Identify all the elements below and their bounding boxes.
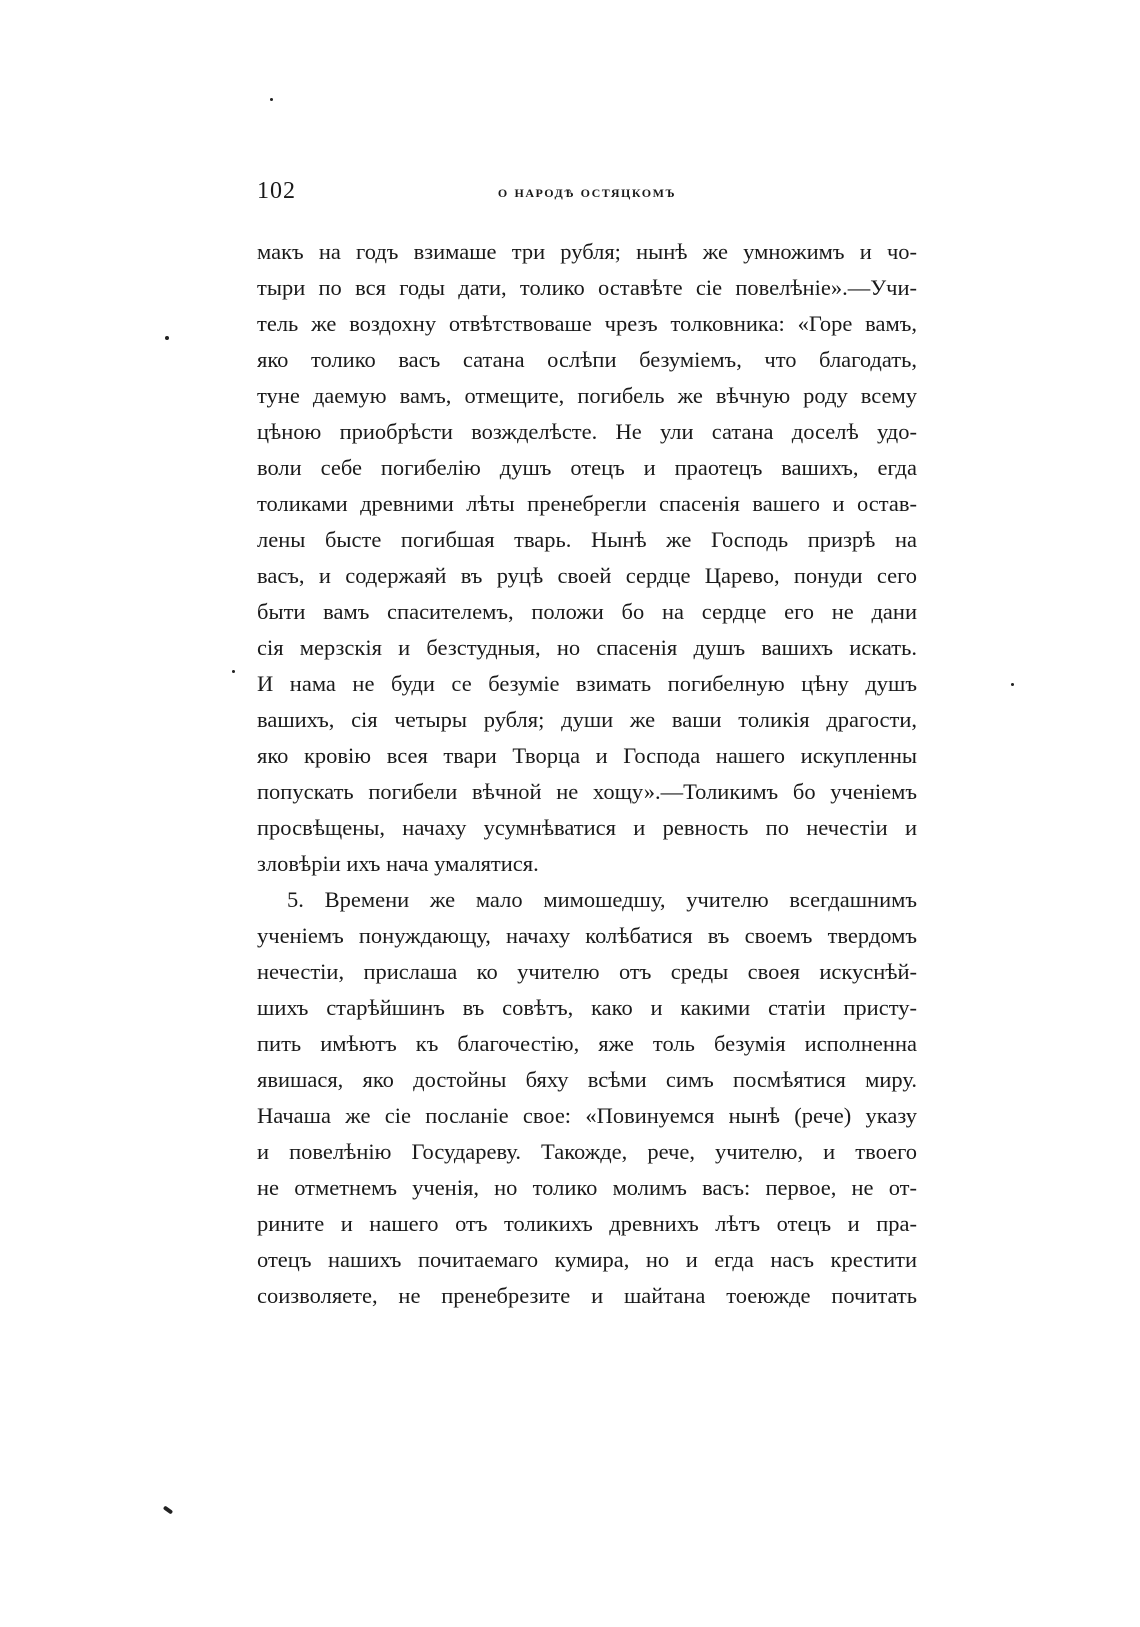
text-line: ученіемъ понуждающу, начаху колѣбатися въ своемъ твердомъ — [257, 923, 917, 948]
page-number: 102 — [257, 178, 296, 204]
text-line: И нама не буди се безуміе взимать погибелную цѣну душъ — [257, 671, 917, 696]
text-line: туне даемую вамъ, отмещите, погибель же вѣчную роду всему — [257, 383, 917, 408]
text-line: тыри по вся годы дати, толико оставѣте сіе повелѣніе».—Учи- — [257, 275, 917, 300]
text-line: тель же воздохну отвѣтствоваше чрезъ толковника: «Горе вамъ, — [257, 311, 917, 336]
text-line: явишася, яко достойны бяху всѣми симъ посмѣятися миру. — [257, 1067, 917, 1092]
text-line: отецъ нашихъ почитаемаго кумира, но и егда насъ крестити — [257, 1247, 917, 1272]
text-line: сія мерзскія и безстудныя, но спасенія душъ вашихъ искать. — [257, 635, 917, 660]
text-line: васъ, и содержаяй въ руцѣ своей сердце Царево, понуди сего — [257, 563, 917, 588]
text-line: попускать погибели вѣчной не хощу».—Толикимъ бо ученіемъ — [257, 779, 917, 804]
text-line: цѣною приобрѣсти возжделѣсте. Не ули сатана доселѣ удо- — [257, 419, 917, 444]
text-line: пить имѣютъ къ благочестію, яже толь безумія исполненна — [257, 1031, 917, 1056]
text-line: быти вамъ спасителемъ, положи бо на сердце его не дани — [257, 599, 917, 624]
text-line: воли себе погибелію душъ отецъ и праотецъ вашихъ, егда — [257, 455, 917, 480]
scan-speck — [232, 670, 235, 673]
text-line: не отметнемъ ученія, но толико молимъ васъ: первое, не от- — [257, 1175, 917, 1200]
text-line: рините и нашего отъ толикихъ древнихъ лѣтъ отецъ и пра- — [257, 1211, 917, 1236]
scan-speck — [163, 1505, 173, 1514]
text-line: шихъ старѣйшинъ въ совѣтъ, како и какими статіи присту- — [257, 995, 917, 1020]
text-line: зловѣріи ихъ нача умалятися. — [257, 851, 539, 876]
text-line: толиками древними лѣты пренебрегли спасенія вашего и остав- — [257, 491, 917, 516]
page-header — [257, 178, 917, 214]
text-line: Начаша же сіе посланіе свое: «Повинуемся нынѣ (рече) указу — [257, 1103, 917, 1128]
scan-speck — [270, 98, 273, 101]
text-line: лены бысте погибшая тварь. Нынѣ же Господь призрѣ на — [257, 527, 917, 552]
text-line: макъ на годъ взимаше три рубля; нынѣ же умножимъ и чо- — [257, 239, 917, 264]
text-line: соизволяете, не пренебрезите и шайтана тоеюжде почитать — [257, 1283, 917, 1308]
running-title: о народѣ остяцкомъ — [497, 182, 677, 201]
text-line: просвѣщены, начаху усумнѣватися и ревность по нечестіи и — [257, 815, 917, 840]
text-line: яко толико васъ сатана ослѣпи безуміемъ, что благодать, — [257, 347, 917, 372]
scan-speck — [165, 336, 169, 340]
text-line: вашихъ, сія четыры рубля; души же ваши толикія драгости, — [257, 707, 917, 732]
text-line: нечестіи, прислаша ко учителю отъ среды своея искуснѣй- — [257, 959, 917, 984]
scan-speck — [1011, 683, 1014, 686]
text-line: 5. Времени же мало мимошедшу, учителю всегдашнимъ — [287, 887, 917, 912]
text-line: яко кровію всея твари Творца и Господа нашего искупленны — [257, 743, 917, 768]
text-line: и повелѣнію Государеву. Такожде, рече, учителю, и твоего — [257, 1139, 917, 1164]
body-text — [257, 234, 917, 1314]
